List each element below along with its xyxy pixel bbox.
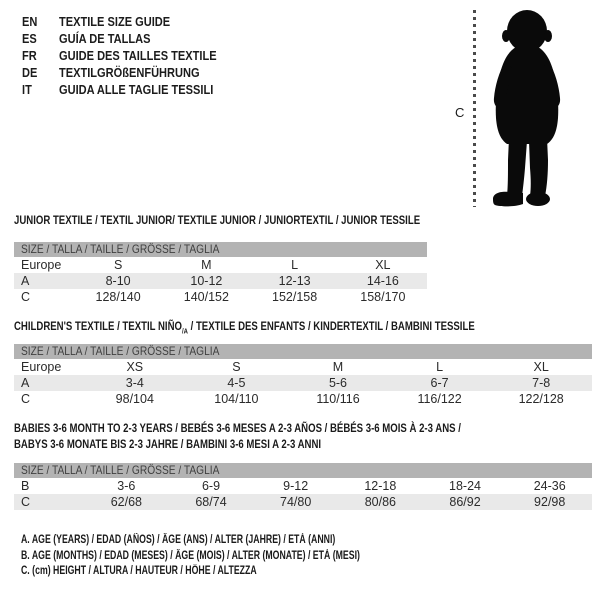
table-row — [14, 273, 427, 289]
table-row — [14, 494, 592, 510]
height-cell: 74/80 — [280, 495, 312, 509]
height-cell: 86/92 — [449, 495, 481, 509]
size-cell: S — [232, 360, 241, 374]
age-cell: 3-6 — [117, 479, 136, 493]
height-cell: 62/68 — [110, 495, 142, 509]
height-cell: 140/152 — [183, 290, 229, 304]
age-cell: 6-9 — [201, 479, 221, 493]
footnote-a: A. AGE (YEARS) / EDAD (AÑOS) / ÂGE (ANS) / ALTER (JAHRE) / ETÀ (ANNI) — [21, 534, 336, 546]
age-cell: 12-18 — [364, 479, 397, 493]
age-cell: 9-12 — [283, 479, 309, 493]
row-label: B — [21, 479, 30, 493]
row-label: Europe — [21, 258, 62, 272]
children-title-pre: CHILDREN'S TEXTILE / TEXTIL NIÑO — [14, 319, 182, 333]
table-row — [14, 257, 427, 273]
size-header-label: SIZE / TALLA / TAILLE / GRÖSSE / TAGLIA — [21, 344, 220, 358]
size-header-label: SIZE / TALLA / TAILLE / GRÖSSE / TAGLIA — [21, 242, 220, 256]
junior-section-title: JUNIOR TEXTILE / TEXTIL JUNIOR/ TEXTILE JUNIOR / JUNIORTEXTIL / JUNIOR TESSILE — [14, 213, 421, 227]
row-label: Europe — [21, 360, 62, 374]
lang-label: TEXTILE SIZE GUIDE — [59, 14, 171, 29]
lang-row-de — [22, 64, 244, 81]
footnote-b: B. AGE (MONTHS) / EDAD (MESES) / ÂGE (MOIS) / ALTER (MONATE) / ETÀ (MESI) — [21, 549, 360, 562]
height-measure-dotted-line — [473, 10, 476, 207]
table-row — [14, 289, 427, 305]
height-cell: 98/104 — [115, 392, 154, 406]
table-row — [14, 359, 592, 375]
age-cell: 10-12 — [190, 274, 223, 288]
lang-row-es — [22, 30, 244, 47]
lang-row-it — [22, 81, 244, 98]
babies-title-line2: BABYS 3-6 MONATE BIS 2-3 JAHRE / BAMBINI 3-6 MESI A 2-3 ANNI — [14, 437, 322, 451]
footnote-legend — [21, 533, 467, 580]
size-cell: XS — [126, 360, 144, 374]
children-title-sub: /A — [181, 326, 188, 336]
row-label: A — [21, 274, 30, 288]
babies-size-table — [14, 463, 592, 510]
size-header-bar — [14, 344, 592, 359]
height-cell: 122/128 — [518, 392, 564, 406]
lang-code: IT — [22, 82, 32, 97]
height-cell: 68/74 — [195, 495, 227, 509]
size-cell: M — [201, 258, 212, 272]
lang-code: EN — [22, 14, 38, 29]
size-cell: L — [291, 258, 299, 272]
table-row — [14, 375, 592, 391]
height-cell: 152/158 — [272, 290, 318, 304]
row-label: C — [21, 495, 31, 509]
lang-label: TEXTILGRÖßENFÜHRUNG — [59, 65, 200, 80]
age-cell: 18-24 — [449, 479, 482, 493]
row-label: C — [21, 290, 31, 304]
lang-row-fr — [22, 47, 244, 64]
row-label: C — [21, 392, 31, 406]
babies-title-line1: BABIES 3-6 MONTH TO 2-3 YEARS / BEBÉS 3-6 MESES A 2-3 AÑOS / BÉBÉS 3-6 MOIS À 2-3 ANS / — [14, 421, 461, 435]
height-cell: 128/140 — [95, 290, 141, 304]
lang-label: GUIDE DES TAILLES TEXTILE — [59, 48, 217, 63]
height-cell: 158/170 — [360, 290, 406, 304]
height-cell: 110/116 — [316, 392, 360, 406]
language-list — [22, 13, 244, 98]
size-cell: S — [113, 258, 123, 272]
age-cell: 14-16 — [366, 274, 399, 288]
age-cell: 6-7 — [430, 376, 449, 390]
height-cell: 92/98 — [534, 495, 566, 509]
age-cell: 7-8 — [532, 376, 551, 390]
size-header-label: SIZE / TALLA / TAILLE / GRÖSSE / TAGLIA — [21, 463, 220, 477]
size-header-bar — [14, 463, 592, 478]
lang-code: DE — [22, 65, 38, 80]
size-cell: L — [436, 360, 444, 374]
height-cell: 104/110 — [214, 392, 259, 406]
footnote-c: C. (cm) HEIGHT / ALTURA / HAUTEUR / HÖHE / ALTEZZA — [21, 565, 257, 577]
baby-silhouette-icon — [481, 8, 573, 208]
size-cell: XL — [533, 360, 549, 374]
babies-section-title — [14, 420, 461, 452]
size-header-bar — [14, 242, 427, 257]
lang-row-en — [22, 13, 244, 30]
age-cell: 8-10 — [105, 274, 131, 288]
table-row — [14, 478, 592, 494]
lang-code: FR — [22, 48, 37, 63]
children-section-title — [14, 319, 475, 335]
children-title-post: / TEXTILE DES ENFANTS / KINDERTEXTIL / BAMBINI TESSILE — [187, 319, 475, 333]
row-label: A — [21, 376, 30, 390]
height-measure-label: C — [455, 105, 465, 120]
lang-label: GUIDA ALLE TAGLIE TESSILI — [59, 82, 214, 97]
age-cell: 3-4 — [125, 376, 144, 390]
age-cell: 4-5 — [227, 376, 246, 390]
age-cell: 5-6 — [328, 376, 348, 390]
table-row — [14, 391, 592, 407]
lang-label: GUÍA DE TALLAS — [59, 31, 151, 46]
age-cell: 12-13 — [278, 274, 311, 288]
children-size-table — [14, 344, 592, 407]
junior-size-table — [14, 242, 427, 305]
size-cell: XL — [375, 258, 391, 272]
height-cell: 80/86 — [364, 495, 396, 509]
height-cell: 116/122 — [417, 392, 462, 406]
age-cell: 24-36 — [533, 479, 566, 493]
lang-code: ES — [22, 31, 37, 46]
size-cell: M — [332, 360, 344, 374]
